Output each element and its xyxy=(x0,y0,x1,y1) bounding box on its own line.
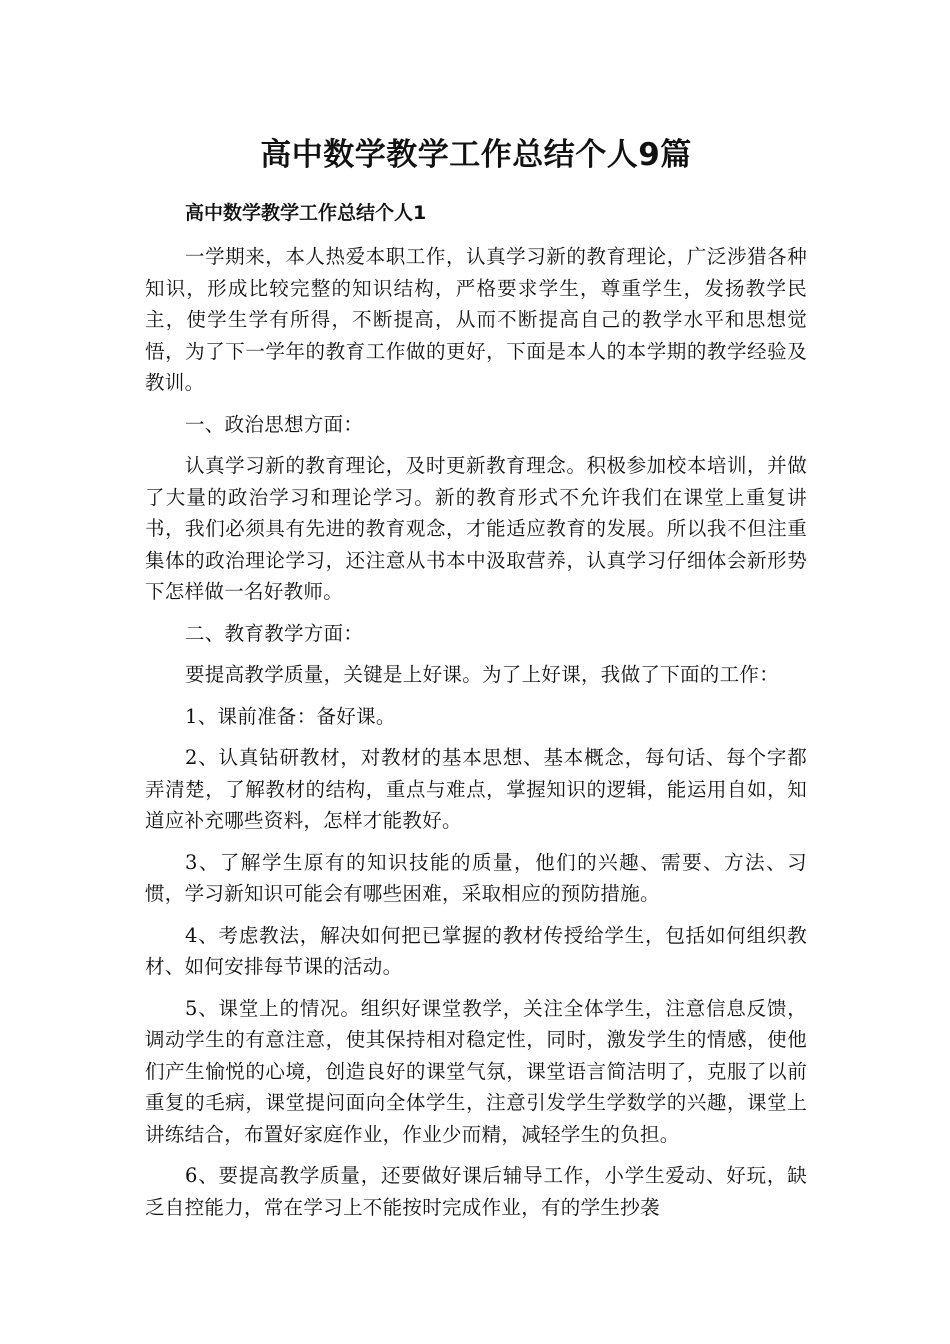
document-title: 高中数学教学工作总结个人9篇 xyxy=(260,137,692,173)
list-item-3: 3、了解学生原有的知识技能的质量，他们的兴趣、需要、方法、习惯，学习新知识可能会有哪些困难，采取相应的预防措施。 xyxy=(145,850,807,905)
list-item-2: 2、认真钻研教材，对教材的基本思想、基本概念，每句话、每个字都弄清楚，了解教材的结构，重点与难点，掌握知识的逻辑，能运用自如，知道应补充哪些资料，怎样才能教好。 xyxy=(145,746,807,832)
heading-political-thought: 一、政治思想方面： xyxy=(185,412,364,436)
section-subtitle: 高中数学教学工作总结个人1 xyxy=(185,202,427,224)
paragraph-intro: 一学期来，本人热爱本职工作，认真学习新的教育理论，广泛涉猎各种知识，形成比较完整的知识结构，严格要求学生，尊重学生，发扬教学民主，使学生学有所得，不断提高，从而不断提高自己的教学水平和思想觉悟，为了下一学年的教育工作做的更好，下面是本人的本学期的教学经验及教训。 xyxy=(145,245,807,394)
paragraph-political-thought: 认真学习新的教育理论，及时更新教育理念。积极参加校本培训，并做了大量的政治学习和理论学习。新的教育形式不允许我们在课堂上重复讲书，我们必须具有先进的教育观念，才能适应教育的发展。所以我不但注重集体的政治理论学习，还注意从书本中汲取营养，认真学习仔细体会新形势下怎样做一名好教师。 xyxy=(145,454,807,603)
list-item-1: 1、课前准备：备好课。 xyxy=(185,704,396,728)
paragraph-teaching-quality: 要提高教学质量，关键是上好课。为了上好课，我做了下面的工作： xyxy=(185,663,780,686)
heading-education-teaching: 二、教育教学方面： xyxy=(185,621,364,645)
list-item-6: 6、要提高教学质量，还要做好课后辅导工作，小学生爱动、好玩，缺乏自控能力，常在学习上不能按时完成作业，有的学生抄袭 xyxy=(145,1164,807,1219)
list-item-5: 5、课堂上的情况。组织好课堂教学，关注全体学生，注意信息反馈，调动学生的有意注意，使其保持相对稳定性，同时，激发学生的情感，使他们产生愉悦的心境，创造良好的课堂气氛，课堂语言简洁明了，克服了以前重复的毛病，课堂提问面向全体学生，注意引发学生学数学的兴趣，课堂上讲练结合，布置好家庭作业，作业少而精，减轻学生的负担。 xyxy=(145,996,807,1146)
list-item-4: 4、考虑教法，解决如何把已掌握的教材传授给学生，包括如何组织教材、如何安排每节课的活动。 xyxy=(145,923,807,978)
